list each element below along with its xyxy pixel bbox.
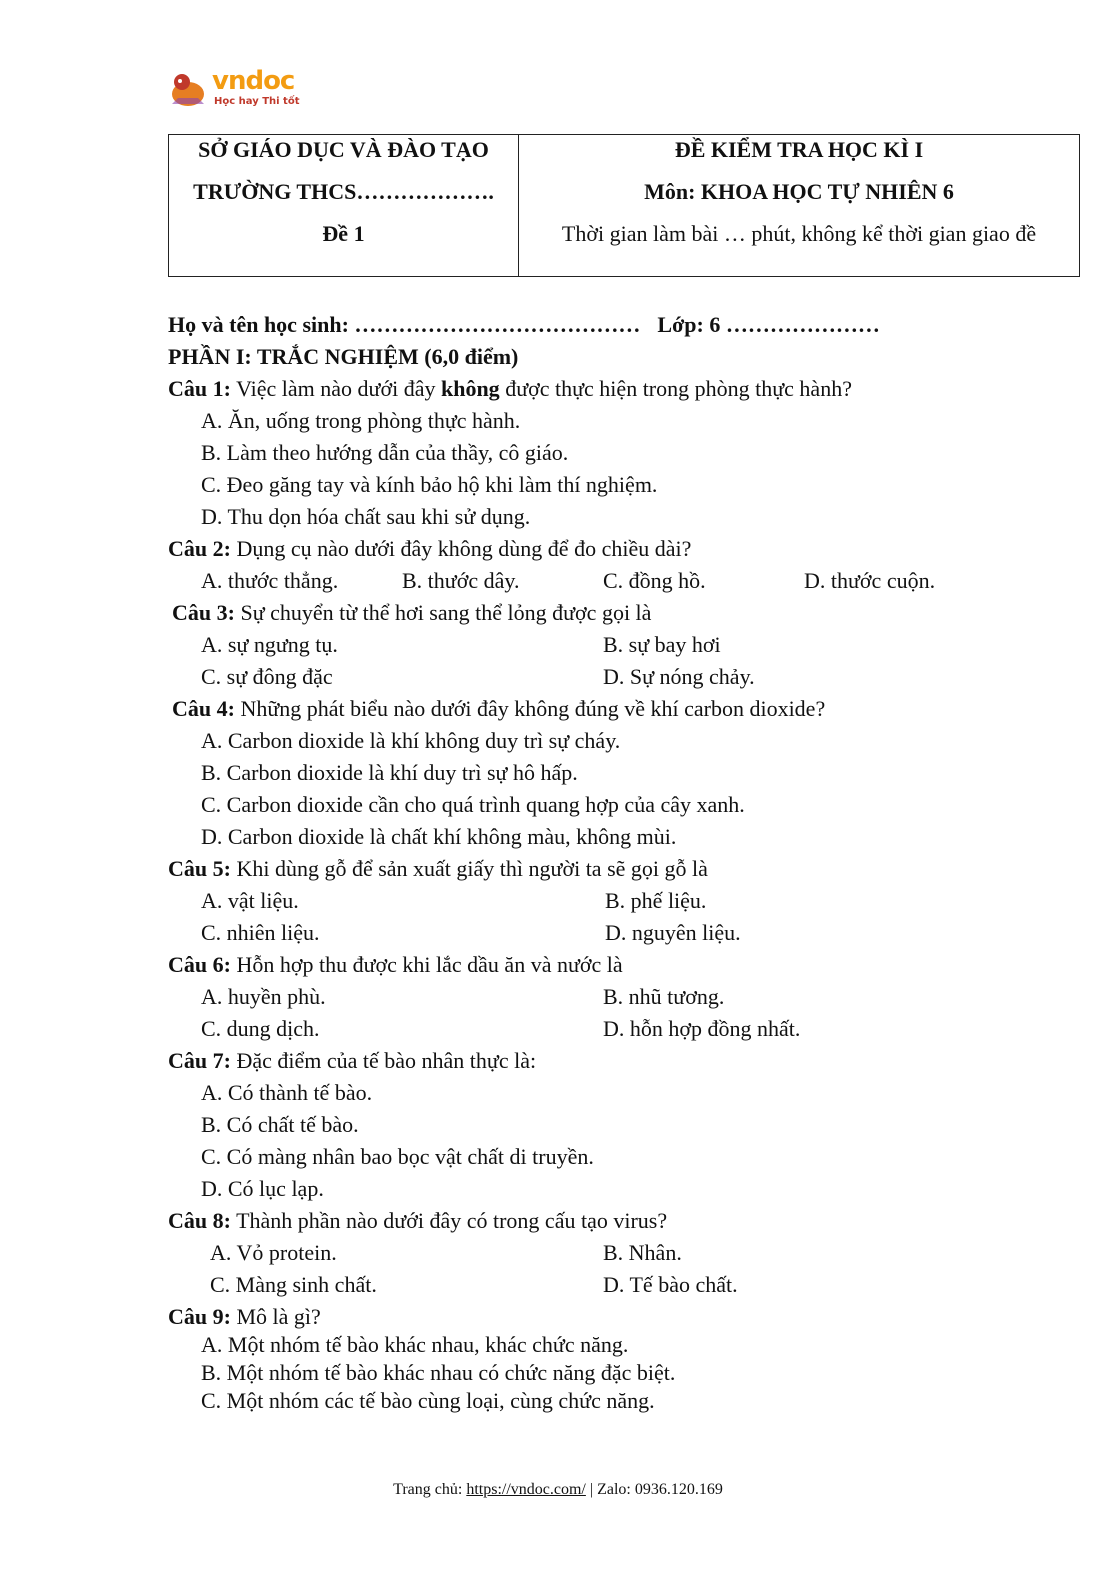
question-number: Câu 9:: [168, 1304, 231, 1329]
q2-option-a: A. thước thẳng.: [201, 568, 339, 593]
q1-option-d: D. Thu dọn hóa chất sau khi sử dụng.: [201, 504, 531, 529]
question-text: Dụng cụ nào dưới đây không dùng để đo chiều dài?: [236, 536, 692, 561]
question-number: Câu 8:: [168, 1208, 231, 1233]
q6-option-c: C. dung dịch.: [201, 1016, 320, 1041]
question-text: Mô là gì?: [236, 1304, 321, 1329]
exam-title: ĐỀ KIỂM TRA HỌC KÌ I: [674, 137, 924, 162]
question-1: [168, 376, 852, 402]
q1-option-b: B. Làm theo hướng dẫn của thầy, cô giáo.: [201, 440, 569, 465]
q5-option-a: A. vật liệu.: [201, 888, 299, 913]
q5-option-c: C. nhiên liệu.: [201, 920, 320, 945]
question-3: [172, 600, 651, 626]
vndoc-logo: [168, 66, 318, 112]
q2-option-c: C. đồng hồ.: [603, 568, 706, 593]
q6-option-b: B. nhũ tương.: [603, 984, 725, 1009]
question-number: Câu 2:: [168, 536, 231, 561]
question-text: Việc làm nào dưới đây: [236, 376, 436, 401]
school-name: TRƯỜNG THCS……………….: [193, 179, 494, 204]
q6-option-a: A. huyền phù.: [201, 984, 326, 1009]
q8-option-a: A. Vỏ protein.: [210, 1240, 337, 1265]
q4-option-a: A. Carbon dioxide là khí không duy trì sự cháy.: [201, 728, 621, 753]
page-footer: [0, 1481, 1116, 1499]
question-6: [168, 952, 623, 978]
footer-contact: | Zalo: 0936.120.169: [589, 1481, 723, 1498]
q8-option-d: D. Tế bào chất.: [603, 1272, 738, 1297]
question-number: Câu 4:: [172, 696, 235, 721]
q3-option-a: A. sự ngưng tụ.: [201, 632, 338, 657]
question-emphasis: không: [440, 376, 500, 401]
student-class-label: Lớp: 6 …………………: [657, 312, 880, 337]
q6-option-d: D. hỗn hợp đồng nhất.: [603, 1016, 801, 1041]
q3-option-c: C. sự đông đặc: [201, 664, 333, 689]
q4-option-c: C. Carbon dioxide cần cho quá trình quang hợp của cây xanh.: [201, 792, 745, 817]
department-name: SỞ GIÁO DỤC VÀ ĐÀO TẠO: [198, 137, 489, 162]
q9-option-a: A. Một nhóm tế bào khác nhau, khác chức năng.: [201, 1332, 629, 1357]
q1-option-a: A. Ăn, uống trong phòng thực hành.: [201, 408, 521, 433]
q9-option-c: C. Một nhóm các tế bào cùng loại, cùng chức năng.: [201, 1388, 655, 1413]
exam-code: Đề 1: [322, 221, 365, 246]
section-heading: PHẦN I: TRẮC NGHIỆM (6,0 điểm): [168, 344, 519, 369]
student-name-label: Họ và tên học sinh: …………………………………: [168, 312, 641, 337]
q2-option-b: B. thước dây.: [402, 568, 520, 593]
question-text: Thành phần nào dưới đây có trong cấu tạo virus?: [236, 1208, 668, 1233]
question-text: được thực hiện trong phòng thực hành?: [505, 376, 852, 401]
q2-option-d: D. thước cuộn.: [804, 568, 936, 593]
question-2: [168, 536, 691, 562]
q5-option-b: B. phế liệu.: [605, 888, 707, 913]
question-text: Đặc điểm của tế bào nhân thực là:: [236, 1048, 537, 1073]
logo-wordmark: vndoc: [212, 66, 295, 96]
q7-option-a: A. Có thành tế bào.: [201, 1080, 373, 1105]
q9-option-b: B. Một nhóm tế bào khác nhau có chức năng đặc biệt.: [201, 1360, 676, 1385]
header-right-cell: [519, 135, 1079, 276]
question-number: Câu 1:: [168, 376, 231, 401]
question-number: Câu 7:: [168, 1048, 231, 1073]
q4-option-b: B. Carbon dioxide là khí duy trì sự hô hấp.: [201, 760, 578, 785]
q7-option-d: D. Có lục lạp.: [201, 1176, 324, 1201]
student-info-line: [168, 312, 880, 338]
question-number: Câu 6:: [168, 952, 231, 977]
exam-subject: Môn: KHOA HỌC TỰ NHIÊN 6: [644, 179, 954, 204]
question-text: Những phát biểu nào dưới đây không đúng về khí carbon dioxide?: [240, 696, 826, 721]
question-number: Câu 3:: [172, 600, 235, 625]
question-number: Câu 5:: [168, 856, 231, 881]
exam-time: Thời gian làm bài … phút, không kể thời gian giao đề: [561, 221, 1037, 246]
q8-option-b: B. Nhân.: [603, 1240, 682, 1265]
question-5: [168, 856, 708, 882]
q7-option-b: B. Có chất tế bào.: [201, 1112, 359, 1137]
q4-option-d: D. Carbon dioxide là chất khí không màu, không mùi.: [201, 824, 677, 849]
q1-option-c: C. Đeo găng tay và kính bảo hộ khi làm thí nghiệm.: [201, 472, 658, 497]
question-9: [168, 1304, 321, 1330]
q5-option-d: D. nguyên liệu.: [605, 920, 741, 945]
homepage-link[interactable]: https://vndoc.com/: [466, 1481, 586, 1498]
footer-prefix: Trang chủ:: [393, 1481, 467, 1498]
question-7: [168, 1048, 536, 1074]
header-left-cell: [169, 135, 519, 276]
question-text: Khi dùng gỗ để sản xuất giấy thì người ta sẽ gọi gỗ là: [236, 856, 708, 881]
q8-option-c: C. Màng sinh chất.: [210, 1272, 377, 1297]
question-text: Sự chuyển từ thể hơi sang thể lỏng được gọi là: [240, 600, 652, 625]
exam-header-table: [168, 134, 1080, 277]
question-text: Hỗn hợp thu được khi lắc dầu ăn và nước là: [236, 952, 623, 977]
question-8: [168, 1208, 667, 1234]
q3-option-b: B. sự bay hơi: [603, 632, 721, 657]
question-4: [172, 696, 825, 722]
logo-tagline: Học hay Thi tốt: [214, 96, 300, 107]
q3-option-d: D. Sự nóng chảy.: [603, 664, 755, 689]
q7-option-c: C. Có màng nhân bao bọc vật chất di truyền.: [201, 1144, 594, 1169]
mascot-icon: [168, 68, 210, 110]
